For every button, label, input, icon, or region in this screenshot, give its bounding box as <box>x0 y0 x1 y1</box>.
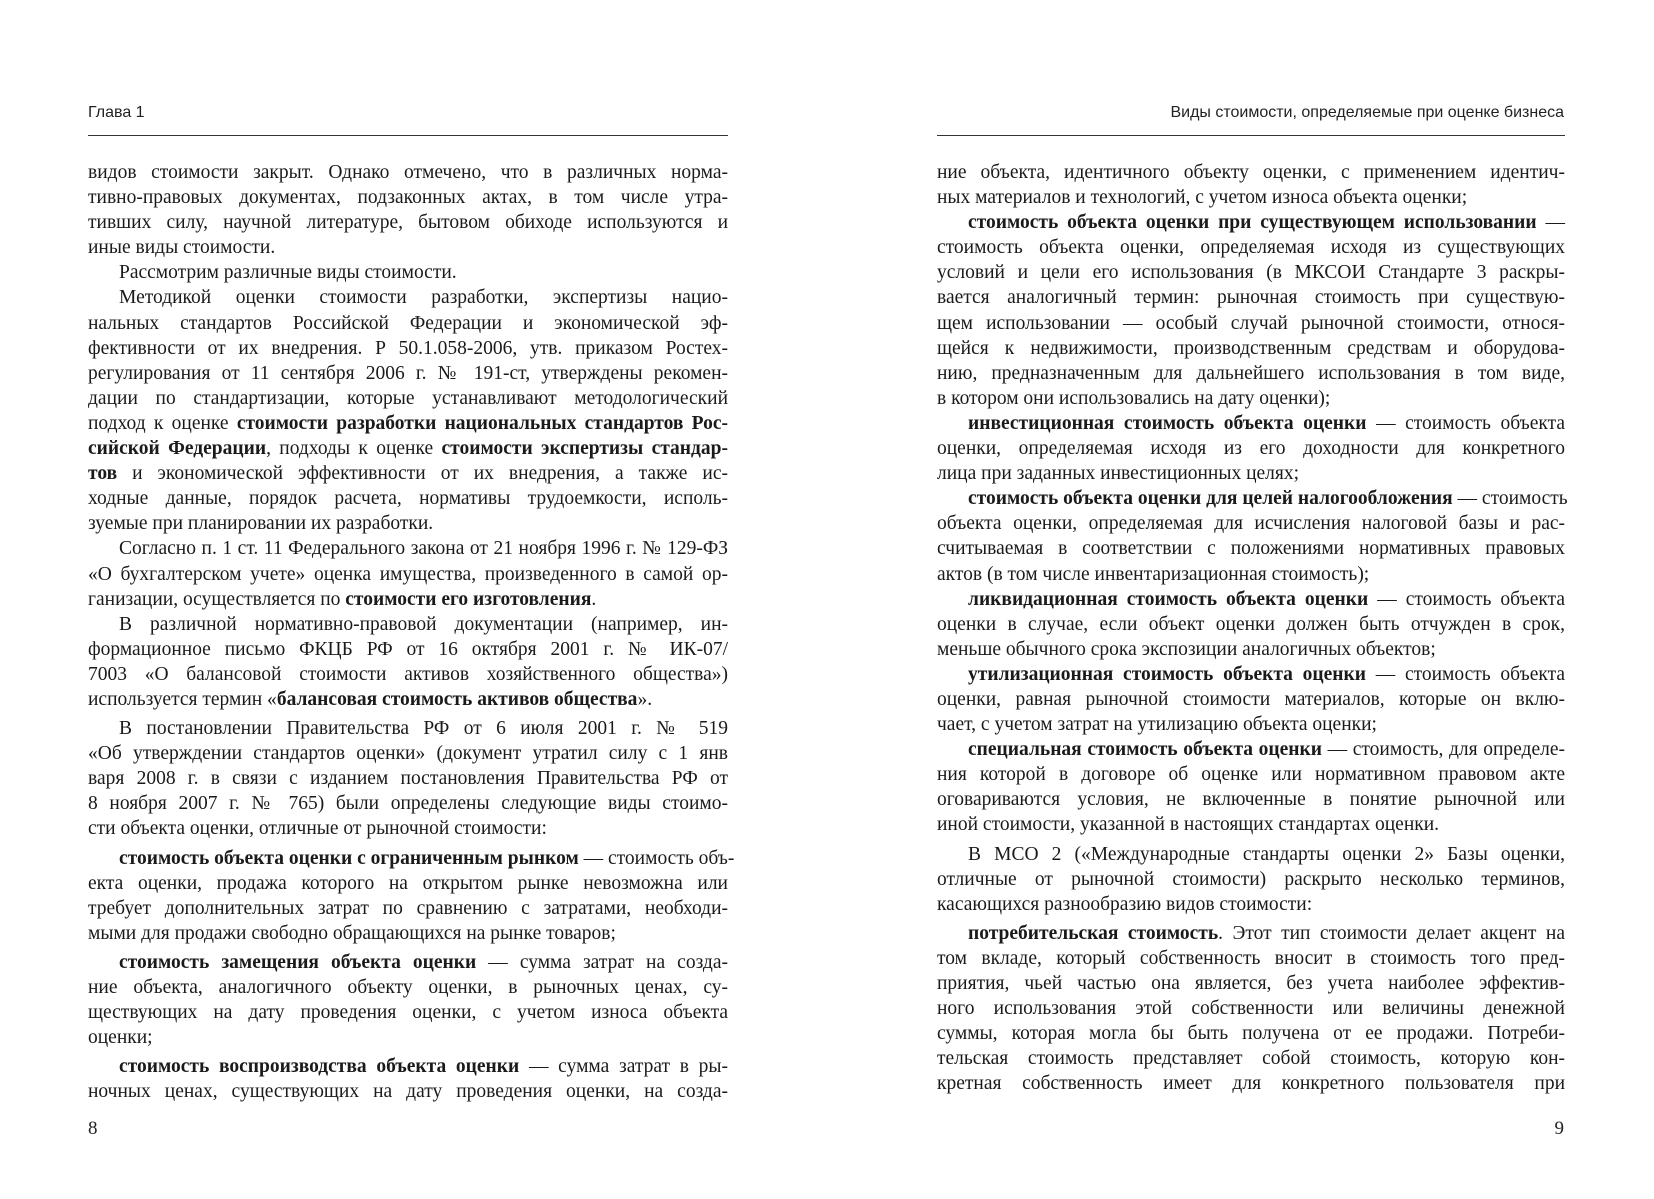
text-line: оговариваются условия, не включенные в понятие рыночной или <box>937 789 1565 811</box>
text-line: В МСО 2 («Международные стандарты оценки 2» Базы оценки, <box>968 843 1565 865</box>
left-body-text <box>88 160 735 1104</box>
text-line: подход к оценке стоимости разработки национальных стандартов Рос- <box>88 412 728 434</box>
text-line: том вкладе, который собственность вносит в стоимость того пред- <box>937 947 1565 969</box>
text-line: варя 2008 г. в связи с изданием постановления Правительства РФ от <box>88 768 728 790</box>
text-line: меньше обычного срока экспозиции аналогичных объектов; <box>937 638 1436 660</box>
text-line: оценки в случае, если объект оценки должен быть отчужден в срок, <box>937 613 1565 635</box>
text-line: тивших силу, научной литературе, бытовом обиходе используются и <box>88 212 728 234</box>
text-line: ществующих на дату проведения оценки, с учетом износа объекта <box>88 1002 728 1024</box>
text-line: щейся к недвижимости, производственным средствам и оборудова- <box>937 337 1565 359</box>
text-line: специальная стоимость объекта оценки — стоимость, для определе- <box>968 739 1565 761</box>
page-number: 9 <box>1554 1118 1564 1139</box>
text-line: актов (в том числе инвентаризационная стоимость); <box>937 563 1370 585</box>
text-line: тельская стоимость представляет собой стоимость, которую кон- <box>937 1048 1565 1070</box>
text-line: чает, с учетом затрат на утилизацию объекта оценки; <box>937 714 1377 736</box>
text-line: считываемая в соответствии с положениями нормативных правовых <box>937 538 1565 560</box>
text-line: формационное письмо ФКЦБ РФ от 16 октября 2001 г. № ИК-07/ <box>88 638 728 660</box>
text-line: ние объекта, аналогичного объекту оценки, в рыночных ценах, су- <box>88 977 728 998</box>
text-line: тивно-правовых документах, подзаконных актах, в том числе утра- <box>88 187 728 209</box>
page-number: 8 <box>88 1118 98 1139</box>
text-line: стоимость объекта оценки, определяемая исходя из существующих <box>937 237 1565 259</box>
text-line: ных материалов и технологий, с учетом износа объекта оценки; <box>937 187 1468 209</box>
text-line: суммы, которая могла бы быть получена от ее продажи. Потреби- <box>937 1023 1565 1045</box>
text-line: ночных ценах, существующих на дату проведения оценки, на созда- <box>88 1081 728 1103</box>
text-line: стоимость воспроизводства объекта оценки — сумма затрат в ры- <box>119 1056 728 1078</box>
text-line: мыми для продажи свободно обращающихся на рынке товаров; <box>88 922 616 944</box>
text-line: ганизации, осуществляется по стоимости его изготовления. <box>88 588 597 610</box>
header-rule <box>937 135 1565 136</box>
text-line: кретная собственность имеет для конкретного пользователя при <box>937 1073 1565 1095</box>
text-line: тов и экономической эффективности от их внедрения, а также ис- <box>88 463 728 485</box>
text-line: ликвидационная стоимость объекта оценки — стоимость объекта <box>968 588 1565 610</box>
text-line: зуемые при планировании их разработки. <box>88 513 434 535</box>
text-line: оценки, равная рыночной стоимости материалов, которые он вклю- <box>937 688 1565 710</box>
text-line: инвестиционная стоимость объекта оценки — стоимость объекта <box>968 412 1566 434</box>
text-line: стоимость объекта оценки с ограниченным рынком — стоимость объ- <box>119 847 735 869</box>
text-line: утилизационная стоимость объекта оценки — стоимость объекта <box>968 663 1565 685</box>
text-line: стоимость замещения объекта оценки — сумма затрат на созда- <box>119 951 728 973</box>
text-line: отличные от рыночной стоимости) раскрыто несколько терминов, <box>937 868 1565 890</box>
right-body-text <box>937 160 1568 1096</box>
text-line: иные виды стоимости. <box>88 237 276 259</box>
text-line: в котором они использовались на дату оценки); <box>937 387 1331 409</box>
text-line: «Об утверждении стандартов оценки» (документ утратил силу с 1 янв <box>88 743 728 765</box>
text-line: 7003 «О балансовой стоимости активов хозяйственного общества») <box>88 663 728 685</box>
text-line: дации по стандартизации, которые устанавливают методологический <box>88 387 728 409</box>
text-line: нию, предназначенным для дальнейшего использования в том виде, <box>937 362 1565 384</box>
text-line: видов стоимости закрыт. Однако отмечено, что в различных норма- <box>88 162 728 183</box>
text-line: екта оценки, продажа которого на открытом рынке невозможна или <box>88 872 728 894</box>
text-line: 8 ноября 2007 г. № 765) были определены следующие виды стоимо- <box>88 793 728 815</box>
text-line: щем использовании — особый случай рыночной стоимости, относя- <box>937 312 1565 334</box>
text-line: «О бухгалтерском учете» оценка имущества, произведенного в самой ор- <box>88 563 728 585</box>
text-line: Рассмотрим различные виды стоимости. <box>119 262 457 284</box>
text-line: потребительская стоимость. Этот тип стоимости делает акцент на <box>968 922 1565 944</box>
text-line: ного использования этой собственности или величины денежной <box>937 998 1565 1020</box>
text-line: условий и цели его использования (в МКСОИ Стандарте 3 раскры- <box>937 262 1565 284</box>
text-line: оценки; <box>88 1027 153 1049</box>
text-line: ния которой в договоре об оценке или нормативном правовом акте <box>937 764 1565 786</box>
text-line: В различной нормативно-правовой документации (например, ин- <box>119 613 728 635</box>
text-line: сти объекта оценки, отличные от рыночной стоимости: <box>88 818 547 840</box>
running-head-title: Виды стоимости, определяемые при оценке бизнеса <box>1170 104 1564 121</box>
text-line: Согласно п. 1 ст. 11 Федерального закона от 21 ноября 1996 г. № 129-ФЗ <box>119 538 728 560</box>
text-line: Методикой оценки стоимости разработки, экспертизы нацио- <box>119 287 728 309</box>
text-line: требует дополнительных затрат по сравнению с затратами, необходи- <box>88 897 728 919</box>
text-line: используется термин «балансовая стоимость активов общества». <box>88 688 653 710</box>
text-line: нальных стандартов Российской Федерации и экономической эф- <box>88 312 728 334</box>
text-line: сийской Федерации, подходы к оценке стоимости экспертизы стандар- <box>88 438 728 460</box>
text-line: вается аналогичный термин: рыночная стоимость при существую- <box>937 287 1565 309</box>
text-line: фективности от их внедрения. Р 50.1.058-2006, утв. приказом Ростех- <box>88 337 728 359</box>
text-line: объекта оценки, определяемая для исчисления налоговой базы и рас- <box>937 513 1565 535</box>
text-line: касающихся разнообразию видов стоимости: <box>937 893 1313 915</box>
text-line: приятия, чьей частью она является, без учета наиболее эффектив- <box>937 973 1565 994</box>
text-line: стоимость объекта оценки при существующем использовании — <box>968 212 1565 234</box>
text-line: ние объекта, идентичного объекту оценки, с применением идентич- <box>937 162 1565 183</box>
text-line: стоимость объекта оценки для целей налогообложения — стоимость <box>968 488 1568 510</box>
text-line: лица при заданных инвестиционных целях; <box>937 463 1300 485</box>
header-rule <box>88 135 728 136</box>
text-line: регулирования от 11 сентября 2006 г. № 191-ст, утверждены рекомен- <box>88 362 728 384</box>
running-head-chapter: Глава 1 <box>88 104 145 121</box>
text-line: оценки, определяемая исходя из его доходности для конкретного <box>937 438 1565 460</box>
text-line: иной стоимости, указанной в настоящих стандартах оценки. <box>937 814 1440 836</box>
text-line: В постановлении Правительства РФ от 6 июля 2001 г. № 519 <box>119 718 728 740</box>
text-line: ходные данные, порядок расчета, нормативы трудоемкости, исполь- <box>88 488 728 510</box>
right-page <box>827 0 1654 1199</box>
